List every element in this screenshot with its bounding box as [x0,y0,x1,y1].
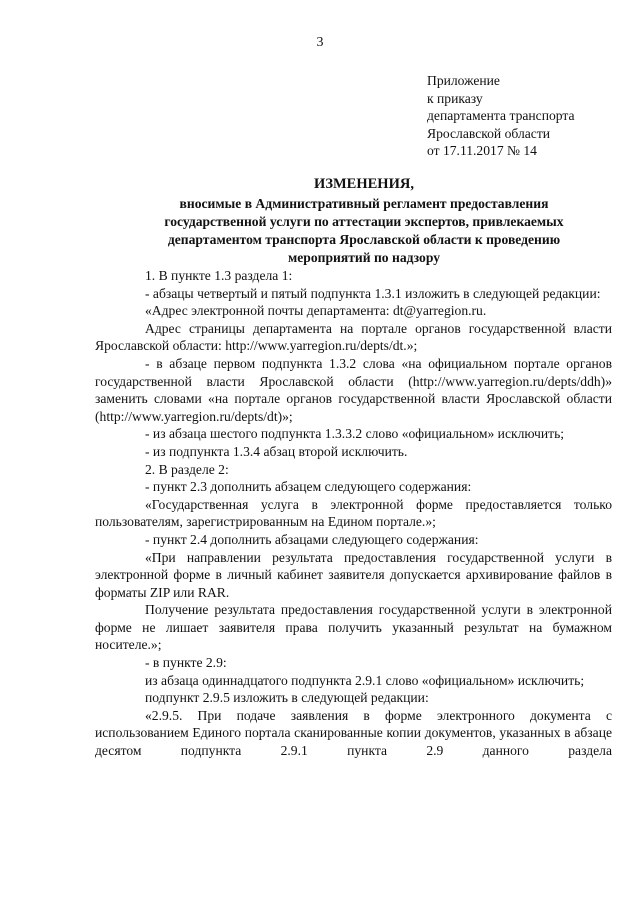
appendix-block [427,72,627,160]
paragraph: Получение результата предоставления государственной услуги в электронной форме не лишает заявителя права получить указанный результат на бумажном носителе.»; [95,602,612,653]
title-line: департаментом транспорта Ярославской области к проведению [167,231,561,247]
paragraph: - из подпункта 1.3.4 абзац второй исключить. [145,443,408,459]
page-number: 3 [316,35,324,50]
document-body [95,267,612,760]
paragraph: - из абзаца шестого подпункта 1.3.3.2 слово «официальном» исключить; [145,426,565,442]
paragraph: 2. В разделе 2: [145,461,229,477]
paragraph: «Адрес электронной почты департамента: dt@yarregion.ru. [145,303,487,319]
title-heading: ИЗМЕНЕНИЯ, [314,176,414,192]
paragraph: - абзацы четвертый и пятый подпункта 1.3.1 изложить в следующей редакции: [145,285,601,301]
paragraph: «При направлении результата предоставления государственной услуги в электронной форме в личный кабинет заявителя допускается архивирование файлов в форматы ZIP или RAR. [95,549,612,600]
paragraph: 1. В пункте 1.3 раздела 1: [145,268,293,283]
appendix-line: к приказу [427,90,483,106]
paragraph: Адрес страницы департамента на портале органов государственной власти Ярославской области: http://www.yarregion.ru/depts/dt.»; [95,320,612,354]
paragraph: «Государственная услуга в электронной форме предоставляется только пользователям, зарегистрированным на Едином портале.»; [95,496,612,530]
paragraph: - пункт 2.4 дополнить абзацами следующего содержания: [145,531,479,547]
appendix-line: Ярославской области [427,125,551,141]
paragraph: - в пункте 2.9: [145,655,227,671]
title-line: вносимые в Административный регламент предоставления [179,195,549,211]
appendix-line: департамента транспорта [427,108,575,124]
paragraph: подпункт 2.9.5 изложить в следующей редакции: [145,690,429,706]
appendix-line: Приложение [427,73,500,88]
paragraph: - в абзаце первом подпункта 1.3.2 слова «на официальном портале органов государственной власти Ярославской области (http://www.yarregion.ru/depts/ddh)» заменить словами «на портале органов государственной власти Ярославской области (http://www.yarregion.ru/depts/dt)»; [95,355,612,424]
paragraph: «2.9.5. При подаче заявления в форме электронного документа с использованием Единого портала сканированные копии документов, указанных в абзаце десятом подпункта 2.9.1 пункта 2.9 данного раздела [95,707,612,759]
title-line: государственной услуги по аттестации экспертов, привлекаемых [164,213,564,229]
paragraph: из абзаца одиннадцатого подпункта 2.9.1 слово «официальном» исключить; [145,672,585,688]
appendix-line: от 17.11.2017 № 14 [427,143,537,159]
document-title [96,176,632,267]
paragraph: - пункт 2.3 дополнить абзацем следующего содержания: [145,479,472,495]
title-line: мероприятий по надзору [287,249,441,265]
